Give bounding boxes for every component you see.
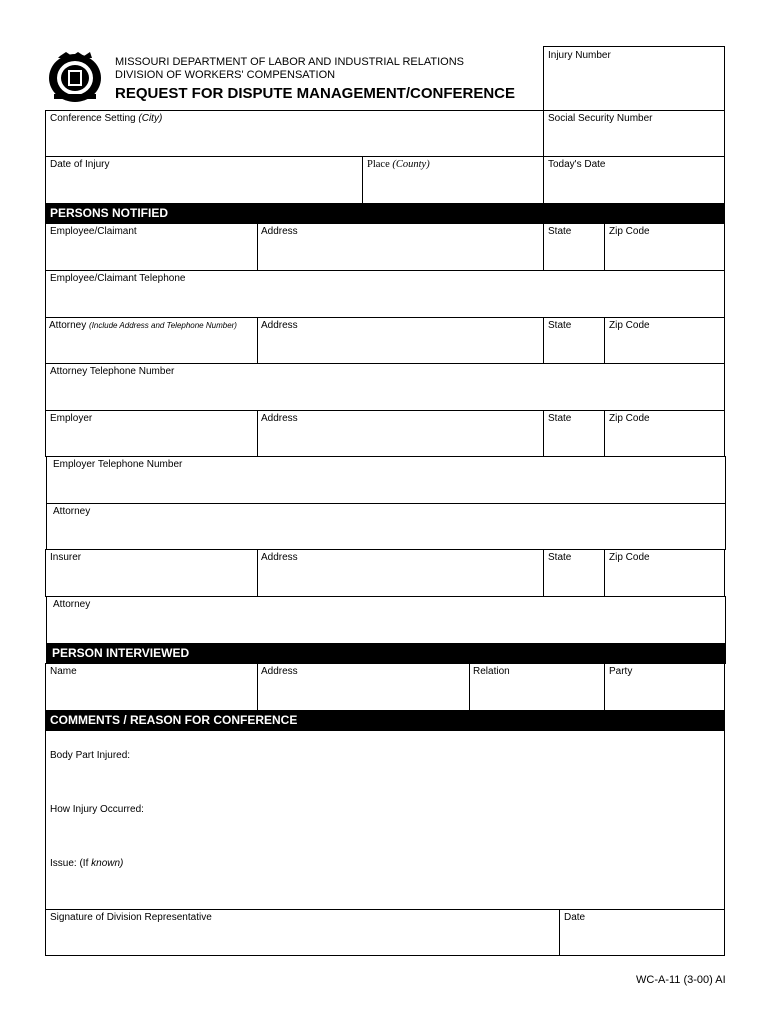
body-part-label: Body Part Injured:	[50, 750, 131, 761]
interviewee-relation-field[interactable]	[469, 663, 605, 711]
employer-phone-label: Employer Telephone Number	[53, 459, 183, 470]
attorney-phone-label: Attorney Telephone Number	[50, 366, 175, 377]
injury-number-field[interactable]	[543, 46, 725, 111]
address-label: Address	[261, 552, 298, 563]
employer-phone-field[interactable]	[46, 456, 726, 504]
employer-attorney-field[interactable]	[46, 503, 726, 550]
zip-label: Zip Code	[609, 320, 650, 331]
conference-setting-label: Conference Setting	[50, 113, 136, 124]
issue-label: Issue: (If	[50, 858, 89, 869]
attorney-address-field[interactable]	[257, 317, 544, 364]
signature-field[interactable]	[45, 909, 560, 956]
place-label: Place	[367, 159, 390, 170]
employee-claimant-label: Employee/Claimant	[50, 226, 137, 237]
ssn-field[interactable]	[543, 110, 725, 157]
place-field[interactable]	[362, 156, 544, 204]
place-hint: (County)	[392, 159, 430, 170]
comments-field[interactable]	[45, 730, 725, 910]
signature-date-field[interactable]	[559, 909, 725, 956]
persons-notified-heading: PERSONS NOTIFIED	[45, 203, 725, 224]
attorney-label: Attorney	[49, 320, 87, 331]
employee-phone-field[interactable]	[45, 270, 725, 318]
employer-zip-field[interactable]	[604, 410, 725, 457]
todays-date-field[interactable]	[543, 156, 725, 204]
conference-setting-hint: (City)	[138, 113, 163, 124]
employer-attorney-label: Attorney	[53, 506, 91, 517]
insurer-label: Insurer	[50, 552, 82, 563]
attorney-zip-field[interactable]	[604, 317, 725, 364]
employee-phone-label: Employee/Claimant Telephone	[50, 273, 186, 284]
injury-number-label: Injury Number	[548, 50, 611, 61]
employer-address-field[interactable]	[257, 410, 544, 457]
department-name: MISSOURI DEPARTMENT OF LABOR AND INDUSTRIAL RELATIONS	[115, 56, 465, 68]
employee-claimant-field[interactable]	[45, 223, 258, 271]
state-seal-logo	[46, 50, 104, 104]
how-injury-label: How Injury Occurred:	[50, 804, 144, 815]
address-label: Address	[261, 666, 298, 677]
interviewee-name-field[interactable]	[45, 663, 258, 711]
signature-label: Signature of Division Representative	[50, 912, 212, 923]
insurer-attorney-label: Attorney	[53, 599, 91, 610]
state-label: State	[548, 413, 572, 424]
zip-label: Zip Code	[609, 552, 650, 563]
attorney-hint: (Include Address and Telephone Number)	[89, 321, 237, 330]
person-interviewed-heading: PERSON INTERVIEWED	[46, 643, 726, 664]
form-number: WC-A-11 (3-00) AI	[636, 974, 726, 986]
date-label: Date	[564, 912, 586, 923]
employer-label: Employer	[50, 413, 93, 424]
state-label: State	[548, 552, 572, 563]
insurer-attorney-field[interactable]	[46, 596, 726, 644]
insurer-zip-field[interactable]	[604, 549, 725, 597]
name-label: Name	[50, 666, 77, 677]
attorney-phone-field[interactable]	[45, 363, 725, 411]
date-of-injury-label: Date of Injury	[50, 159, 110, 170]
interviewee-address-field[interactable]	[257, 663, 470, 711]
form-title: REQUEST FOR DISPUTE MANAGEMENT/CONFERENCE	[115, 85, 516, 102]
comments-heading: COMMENTS / REASON FOR CONFERENCE	[45, 710, 725, 731]
attorney-field[interactable]	[45, 317, 258, 364]
todays-date-label: Today's Date	[548, 159, 606, 170]
party-label: Party	[609, 666, 633, 677]
employee-zip-field[interactable]	[604, 223, 725, 271]
employer-state-field[interactable]	[543, 410, 605, 457]
issue-hint: known)	[91, 858, 124, 869]
address-label: Address	[261, 320, 298, 331]
employee-state-field[interactable]	[543, 223, 605, 271]
employer-field[interactable]	[45, 410, 258, 457]
interviewee-party-field[interactable]	[604, 663, 725, 711]
attorney-state-field[interactable]	[543, 317, 605, 364]
date-of-injury-field[interactable]	[45, 156, 363, 204]
state-label: State	[548, 320, 572, 331]
conference-setting-field[interactable]	[45, 110, 544, 157]
insurer-field[interactable]	[45, 549, 258, 597]
address-label: Address	[261, 413, 298, 424]
zip-label: Zip Code	[609, 226, 650, 237]
ssn-label: Social Security Number	[548, 113, 653, 124]
zip-label: Zip Code	[609, 413, 650, 424]
relation-label: Relation	[473, 666, 510, 677]
address-label: Address	[261, 226, 298, 237]
insurer-state-field[interactable]	[543, 549, 605, 597]
employee-address-field[interactable]	[257, 223, 544, 271]
insurer-address-field[interactable]	[257, 549, 544, 597]
division-name: DIVISION OF WORKERS' COMPENSATION	[115, 69, 336, 81]
state-label: State	[548, 226, 572, 237]
